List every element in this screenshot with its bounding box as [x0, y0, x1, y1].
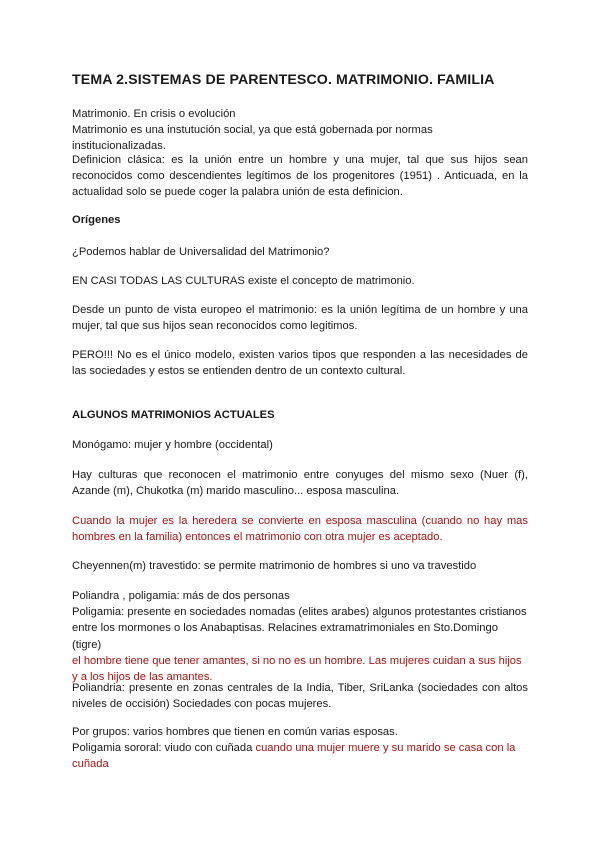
culturas-highlight: EN CASI TODAS LAS CULTURAS [72, 275, 245, 287]
actuales-heading: ALGUNOS MATRIMONIOS ACTUALES [72, 409, 275, 421]
definicion-paragraph: Definicion clásica: es la unión entre un hombre y una mujer, tal que sus hijos sean reconocidos como descendientes legítimos de los progenitores (1951) . Anticuada, en la actualidad solo se puede coger la palabra unión de esta definicion. [72, 154, 528, 199]
sororal-red-text: cuando una mujer muere y su marido se casa con la cuñada [72, 742, 516, 771]
poliandria-paragraph: Poliandria: presente en zonas centrales de la India, Tiber, SriLanka (sociedades con altos niveles de occisión) Sociedades con pocas mujeres. [72, 682, 528, 711]
page-title: TEMA 2.SISTEMAS DE PARENTESCO. MATRIMONIO. FAMILIA [72, 72, 495, 88]
poliandria-poligamia-line: Poliandra , poligamia: más de dos personas [72, 590, 290, 602]
grupos-block [72, 724, 528, 773]
intro-paragraph [72, 106, 528, 155]
cheyennen-paragraph: Cheyennen(m) travestido: se permite matrimonio de hombres si uno va travestido [72, 560, 477, 572]
sororal-line [72, 740, 528, 772]
sororal-text: Poligamia sororal: viudo con cuñada [72, 742, 256, 755]
pregunta-paragraph: ¿Podemos hablar de Universalidad del Matrimonio? [72, 246, 330, 258]
origenes-heading: Orígenes [72, 214, 121, 226]
poligamia-block [72, 588, 528, 685]
pero-paragraph: PERO!!! No es el único modelo, existen varios tipos que responden a las necesidades de las sociedades y estos se entienden dentro de un contexto cultural. [72, 349, 528, 378]
monogamo-paragraph: Monógamo: mujer y hombre (occidental) [72, 439, 273, 451]
intro-line-2: Matrimonio es una instutución social, ya que está gobernada por normas institucionalizadas. [72, 124, 433, 153]
intro-line-1: Matrimonio. En crisis o evolución [72, 108, 236, 120]
culturas-rest: existe el concepto de matrimonio. [244, 275, 415, 287]
grupos-line: Por grupos: varios hombres que tienen en común varias esposas. [72, 726, 398, 738]
punto-vista-paragraph: Desde un punto de vista europeo el matrimonio: es la unión legítima de un hombre y una mujer, tal que sus hijos sean reconocidos como legitimos. [72, 304, 528, 333]
poligamia-text: Poligamia: presente en sociedades nomadas (elites arabes) algunos protestantes cristianos entre los mormones o los Anabaptisas. Relacines extramatrimoniales en Sto.Domingo (tigre) [72, 606, 527, 651]
conyuges-paragraph: Hay culturas que reconocen el matrimonio entre conyuges del mismo sexo (Nuer (f), Azande (m), Chukotka (m) marido masculino... esposa masculina. [72, 469, 528, 498]
poligamia-red-text: el hombre tiene que tener amantes, si no no es un hombre. Las mujeres cuidan a sus hijos y a los hijos de las amantes. [72, 654, 522, 684]
culturas-paragraph [72, 273, 528, 289]
heredera-paragraph: Cuando la mujer es la heredera se convierte en esposa masculina (cuando no hay mas hombres en la familia) entonces el matrimonio con otra mujer es aceptado. [72, 515, 528, 544]
